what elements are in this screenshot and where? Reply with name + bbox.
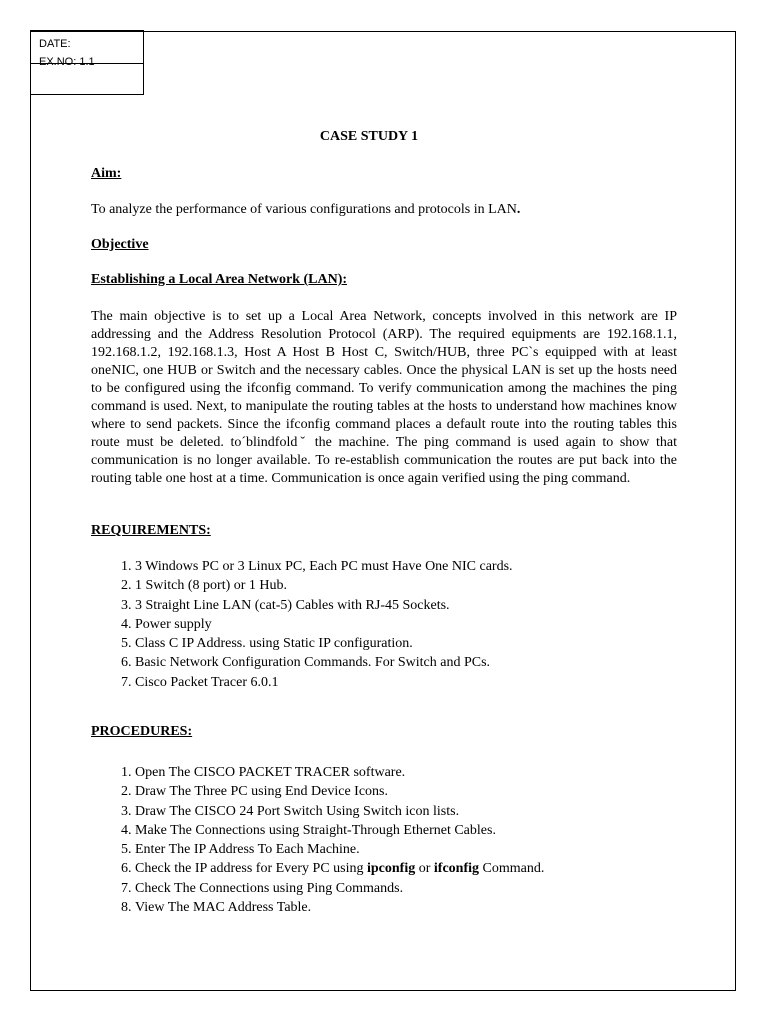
document-title: CASE STUDY 1	[319, 129, 419, 144]
item6-after: Command.	[479, 861, 545, 877]
ifconfig-command: ifconfig	[433, 861, 480, 877]
list-item: 8. View The MAC Address Table.	[135, 898, 695, 917]
list-item: 7. Check The Connections using Ping Commands.	[135, 879, 695, 898]
list-item: 5. Class C IP Address. using Static IP configuration.	[135, 634, 695, 653]
list-item: 3. 3 Straight Line LAN (cat-5) Cables with RJ-45 Sockets.	[135, 596, 695, 615]
date-label: DATE:	[39, 38, 71, 50]
list-item: 1. 3 Windows PC or 3 Linux PC, Each PC must Have One NIC cards.	[135, 557, 695, 576]
objective-heading: Objective	[91, 237, 149, 252]
list-item: 5. Enter The IP Address To Each Machine.	[135, 840, 695, 859]
list-item: 1. Open The CISCO PACKET TRACER software.	[135, 763, 695, 782]
requirements-heading: REQUIREMENTS:	[91, 523, 211, 538]
objective-subheading: Establishing a Local Area Network (LAN):	[91, 272, 348, 287]
aim-period: .	[516, 202, 521, 217]
objective-text: The main objective is to set up a Local Area Network, concepts involved in this network are IP addressing and the Address Resolution Protocol (ARP). The required equipments are 192.168.1.1, 192.168.1.2, 192.168.1.3, Host A Host B Host C, Switch/HUB, three PC`s equipped with at least oneNIC, one HUB or Switch and the necessary cables. Once the physical LAN is set up the hosts need to be configured using the ifconfig command. To verify communication among the machines the ping command is used. Next, to manipulate the routing tables at the hosts to understand how machines know where to send packets. Since the ifconfig command places a default route into the routing tables this route must be deleted. to´blindfoldˇ the machine. The ping command is used again to show that communication is no longer available. To re-establish communication the routes are put back into the routing table one host at a time. Communication is once again verified using the ping command.	[91, 309, 677, 486]
procedures-heading: PROCEDURES:	[91, 724, 193, 739]
ipconfig-command: ipconfig	[367, 861, 416, 877]
item6-before: Check the IP address for Every PC using	[135, 861, 367, 877]
list-item: 7. Cisco Packet Tracer 6.0.1	[135, 673, 695, 692]
procedures-list	[91, 763, 695, 917]
list-item: 2. Draw The Three PC using End Device Icons.	[135, 782, 695, 801]
list-item: 6. Basic Network Configuration Commands. For Switch and PCs.	[135, 653, 695, 672]
list-item: 2. 1 Switch (8 port) or 1 Hub.	[135, 576, 695, 595]
aim-heading: Aim:	[91, 166, 122, 181]
exno-label: EX.NO: 1.1	[39, 56, 95, 68]
header-box	[30, 30, 144, 95]
list-item: 4. Make The Connections using Straight-Through Ethernet Cables.	[135, 821, 695, 840]
list-item: 4. Power supply	[135, 615, 695, 634]
item6-mid: or	[415, 861, 434, 877]
requirements-list	[91, 557, 695, 692]
aim-text-body: To analyze the performance of various configurations and protocols in LAN	[91, 202, 517, 217]
aim-text	[91, 201, 677, 219]
list-item	[135, 859, 695, 878]
list-item: 3. Draw The CISCO 24 Port Switch Using Switch icon lists.	[135, 802, 695, 821]
